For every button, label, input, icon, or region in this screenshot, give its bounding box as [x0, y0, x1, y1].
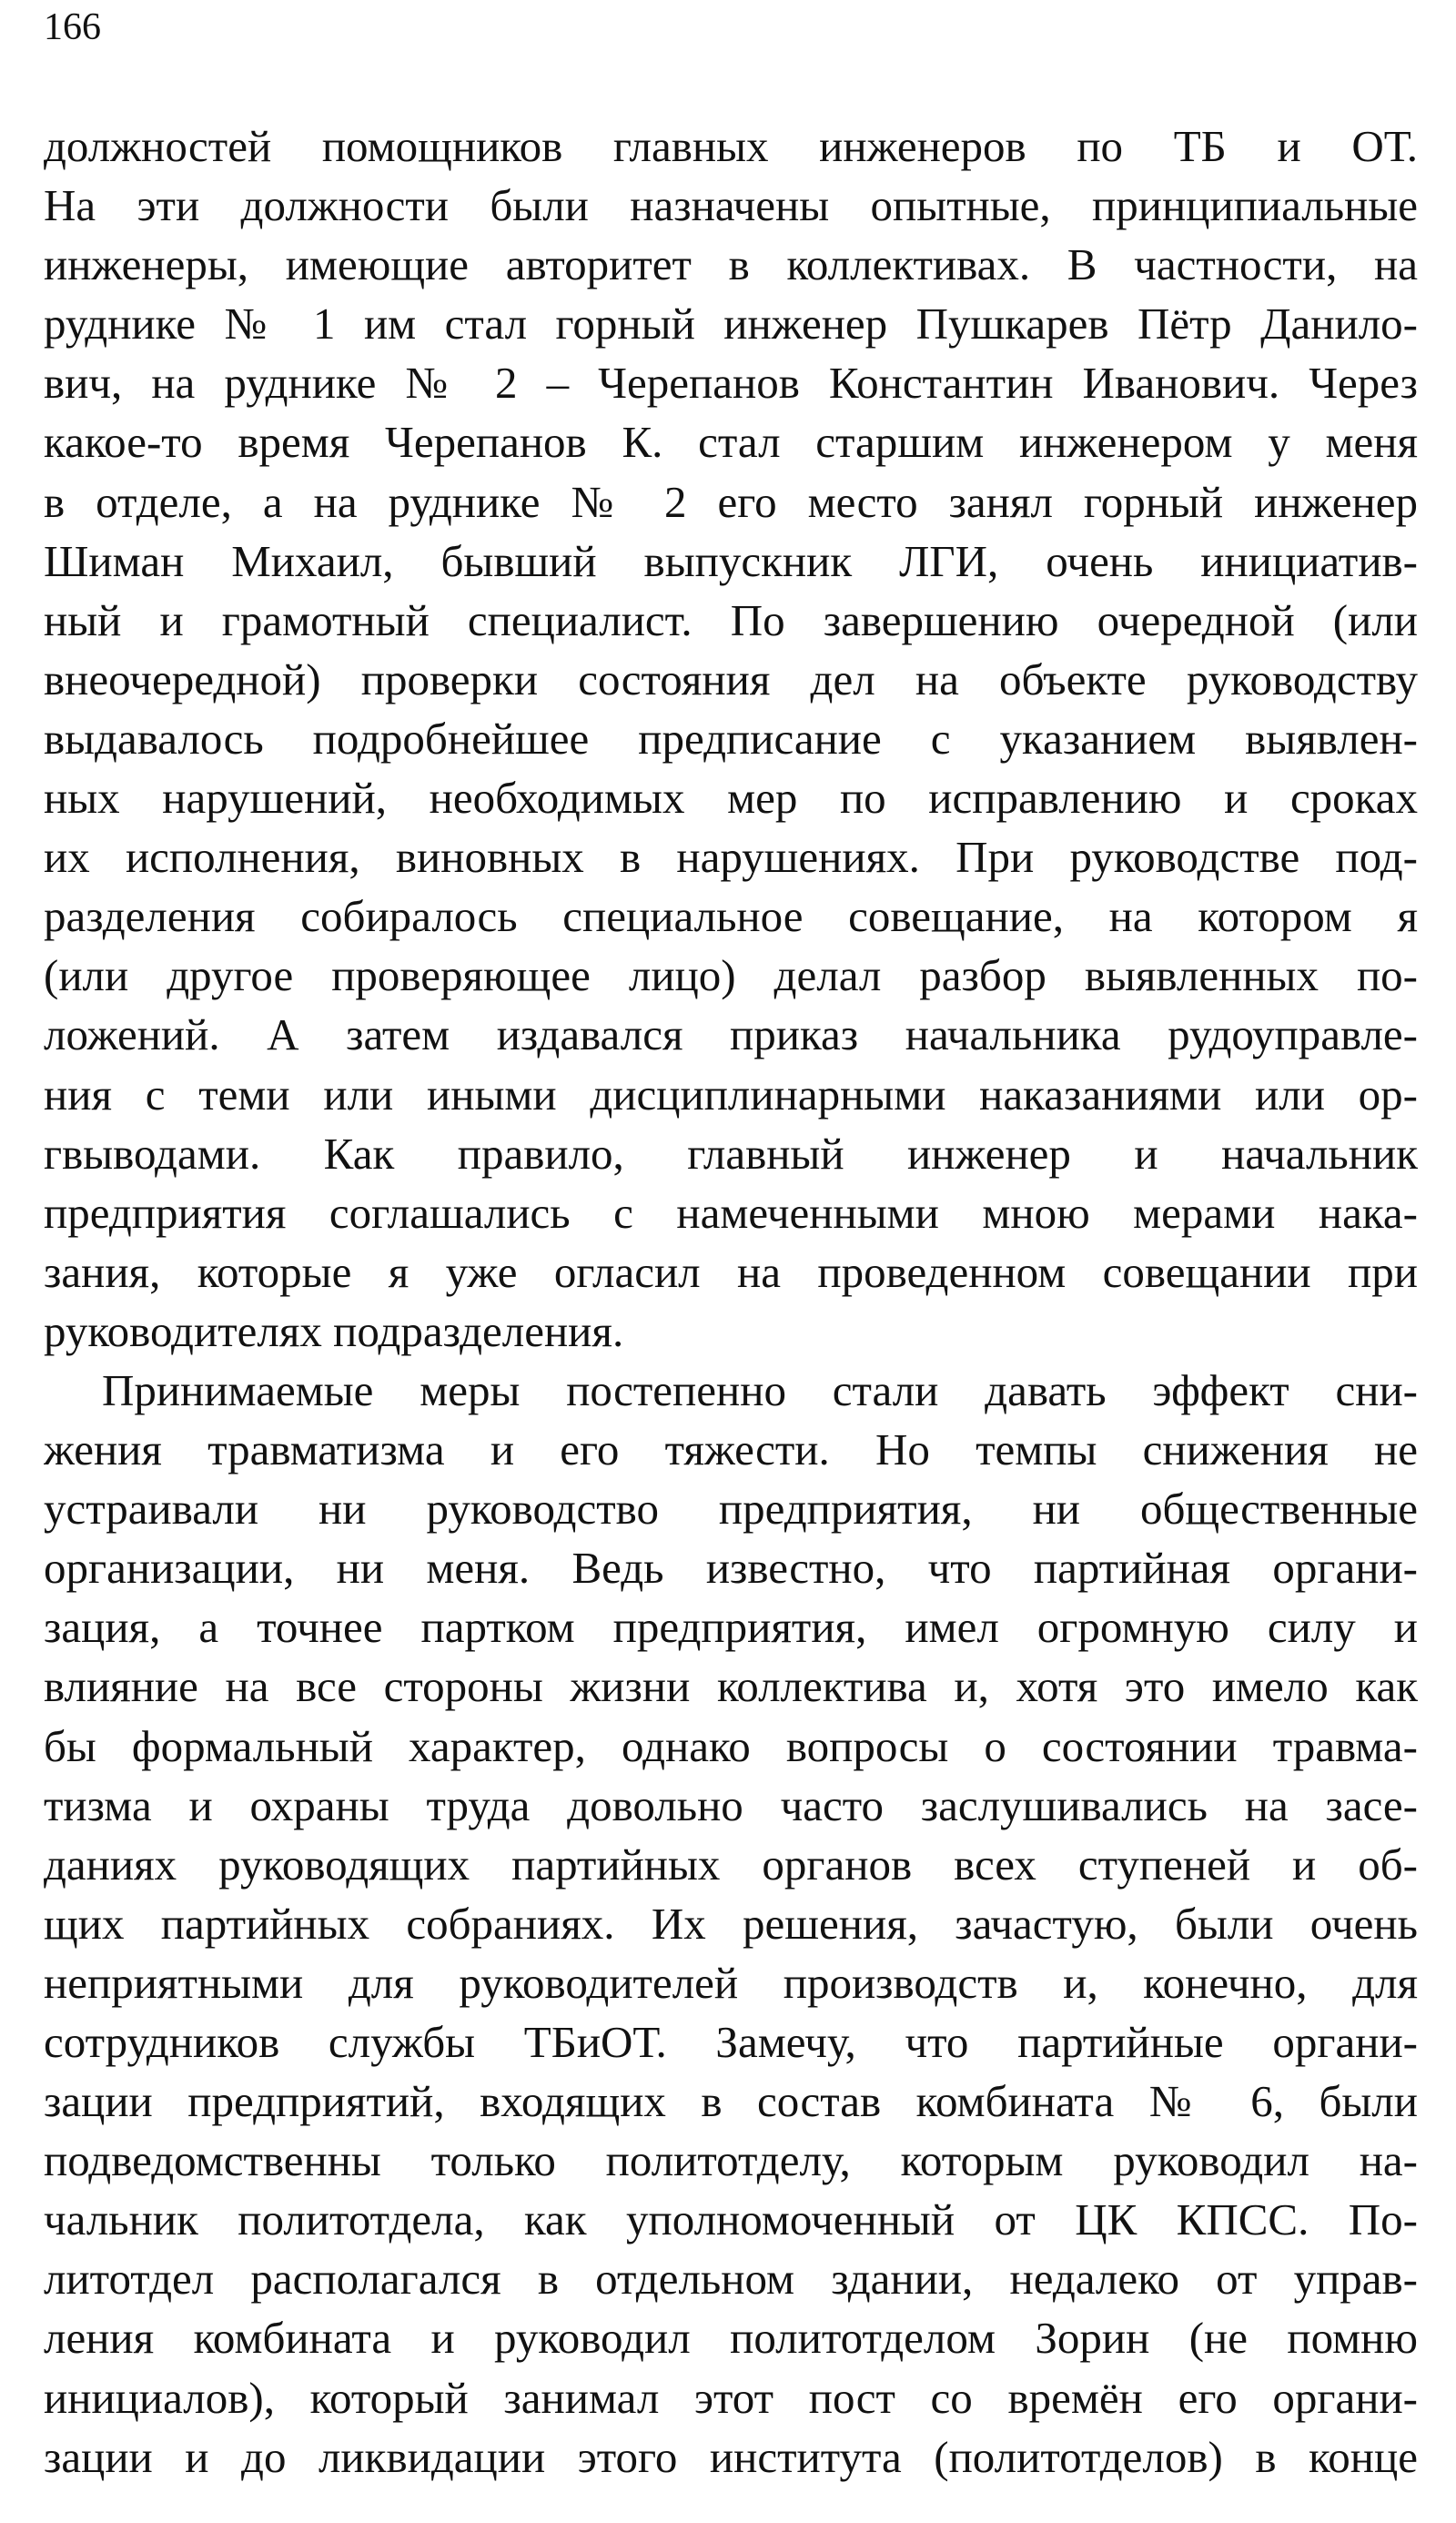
text-line: зания, которые я уже огласил на проведенном совещании при [44, 1246, 1418, 1297]
text-line: Принимаемые меры постепенно стали давать эффект сни- [102, 1364, 1418, 1415]
text-line: организации, ни меня. Ведь известно, что партийная органи- [44, 1543, 1418, 1594]
text-line: тизма и охраны труда довольно часто заслушивались на засе- [44, 1779, 1418, 1830]
text-line: их исполнения, виновных в нарушениях. При руководстве под- [44, 832, 1418, 883]
text-line: гвыводами. Как правило, главный инженер и начальник [44, 1128, 1418, 1179]
body-text [44, 117, 1418, 2487]
text-line: зации предприятий, входящих в состав комбината № 6, были [44, 2076, 1418, 2127]
paragraph [44, 117, 1418, 1361]
text-line: ный и грамотный специалист. По завершению очередной (или [44, 594, 1418, 645]
text-line: инициалов), который занимал этот пост со времён его органи- [44, 2372, 1418, 2423]
text-line: даниях руководящих партийных органов всех ступеней и об- [44, 1839, 1418, 1890]
text-line: выдавалось подробнейшее предписание с указанием выявлен- [44, 713, 1418, 764]
text-line: руднике № 1 им стал горный инженер Пушкарев Пётр Данило- [44, 299, 1418, 350]
text-line: ния с теми или иными дисциплинарными наказаниями или ор- [44, 1069, 1418, 1120]
text-line: ных нарушений, необходимых мер по исправлению и сроках [44, 773, 1418, 824]
text-line: разделения собиралось специальное совещание, на котором я [44, 891, 1418, 942]
text-line: неприятными для руководителей производств и, конечно, для [44, 1957, 1418, 2008]
text-line: щих партийных собраниях. Их решения, зачастую, были очень [44, 1898, 1418, 1949]
text-line: какое-то время Черепанов К. стал старшим инженером у меня [44, 417, 1418, 468]
text-line: предприятия соглашались с намеченными мною мерами нака- [44, 1187, 1418, 1238]
text-line: На эти должности были назначены опытные, принципиальные [44, 180, 1418, 231]
text-line: подведомственны только политотделу, которым руководил на- [44, 2135, 1418, 2186]
text-line: зации и до ликвидации этого института (политотделов) в конце [44, 2431, 1418, 2482]
text-line: в отделе, а на руднике № 2 его место занял горный инженер [44, 476, 1418, 527]
text-line: Шиман Михаил, бывший выпускник ЛГИ, очень инициатив- [44, 535, 1418, 586]
text-line: зация, а точнее партком предприятия, имел огромную силу и [44, 1602, 1418, 1653]
page-number: 166 [44, 6, 101, 48]
text-line: инженеры, имеющие авторитет в коллективах. В частности, на [44, 239, 1418, 290]
text-line: чальник политотдела, как уполномоченный от ЦК КПСС. По- [44, 2194, 1418, 2245]
text-line: внеочередной) проверки состояния дел на объекте руководству [44, 654, 1418, 704]
paragraph [44, 1361, 1418, 2487]
text-line: влияние на все стороны жизни коллектива и, хотя это имело как [44, 1661, 1418, 1712]
text-line: устраивали ни руководство предприятия, ни общественные [44, 1484, 1418, 1535]
text-line: жения травматизма и его тяжести. Но темпы снижения не [44, 1424, 1418, 1475]
text-line: должностей помощников главных инженеров по ТБ и ОТ. [44, 121, 1418, 171]
text-line: сотрудников службы ТБиОТ. Замечу, что партийные органи- [44, 2017, 1418, 2067]
text-line: руководителях подразделения. [44, 1305, 624, 1356]
text-line: ления комбината и руководил политотделом Зорин (не помню [44, 2313, 1418, 2364]
text-line: бы формальный характер, однако вопросы о состоянии травма- [44, 1720, 1418, 1771]
text-line: (или другое проверяющее лицо) делал разбор выявленных по- [44, 950, 1418, 1001]
text-line: литотдел располагался в отдельном здании, недалеко от управ- [44, 2254, 1418, 2305]
text-line: ложений. А затем издавался приказ начальника рудоуправле- [44, 1009, 1418, 1060]
text-line: вич, на руднике № 2 – Черепанов Константин Иванович. Через [44, 358, 1418, 409]
